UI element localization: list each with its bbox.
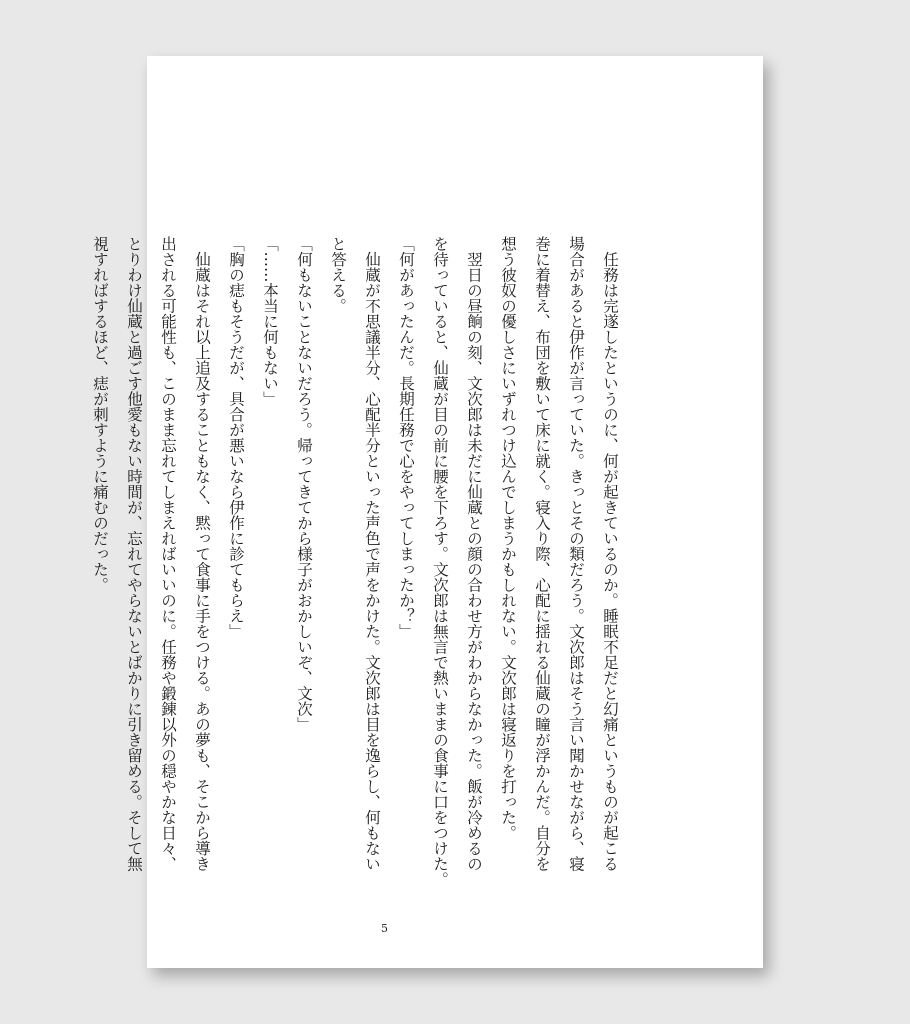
text-line: を待っていると、仙蔵が目の前に腰を下ろす。文次郎は無言で熱いままの食事に口をつけた。 [431, 236, 449, 887]
text-line: と答える。 [329, 236, 347, 314]
text-line: 視すればするほど、痣が刺すように痛むのだった。 [91, 236, 109, 593]
text-line: 場合があると伊作が言っていた。きっとその類だろう。文次郎はそう言い聞かせながら、寝 [567, 236, 585, 872]
text-line: 仙蔵が不思議半分、心配半分といった声色で声をかけた。文次郎は目を逸らし、何もない [363, 236, 381, 872]
text-line: 想う彼奴の優しさにいずれつけ込んでしまうかもしれない。文次郎は寝返りを打った。 [499, 236, 517, 841]
text-line: とりわけ仙蔵と過ごす他愛もない時間が、忘れてやらないとばかりに引き留める。そして無 [125, 236, 143, 872]
text-line: 「……本当に何もない」 [261, 236, 279, 407]
text-line: 巻に着替え、布団を敷いて床に就く。寝入り際、心配に揺れる仙蔵の瞳が浮かんだ。自分を [533, 236, 551, 872]
text-line: 出される可能性も、このまま忘れてしまえればいいのに。任務や鍛錬以外の穏やかな日々、 [159, 236, 177, 872]
text-line: 「何があったんだ。長期任務で心をやってしまったか？」 [397, 236, 415, 639]
page-number: 5 [381, 922, 388, 935]
book-page [91, 56, 763, 968]
text-line: 「胸の痣もそうだが、具合が悪いなら伊作に診てもらえ」 [227, 236, 245, 639]
text-line: 「何もないことないだろう。帰ってきてから様子がおかしいぞ、文次」 [295, 236, 313, 732]
text-line: 任務は完遂したというのに、何が起きているのか。睡眠不足だと幻痛というものが起こる [601, 236, 619, 872]
text-line: 翌日の昼餉の刻、文次郎は未だに仙蔵との顔の合わせ方がわからなかった。飯が冷めるの [465, 236, 483, 872]
text-line: 仙蔵はそれ以上追及することもなく、黙って食事に手をつける。あの夢も、そこから導き [193, 236, 211, 872]
vertical-text-body [73, 236, 617, 886]
